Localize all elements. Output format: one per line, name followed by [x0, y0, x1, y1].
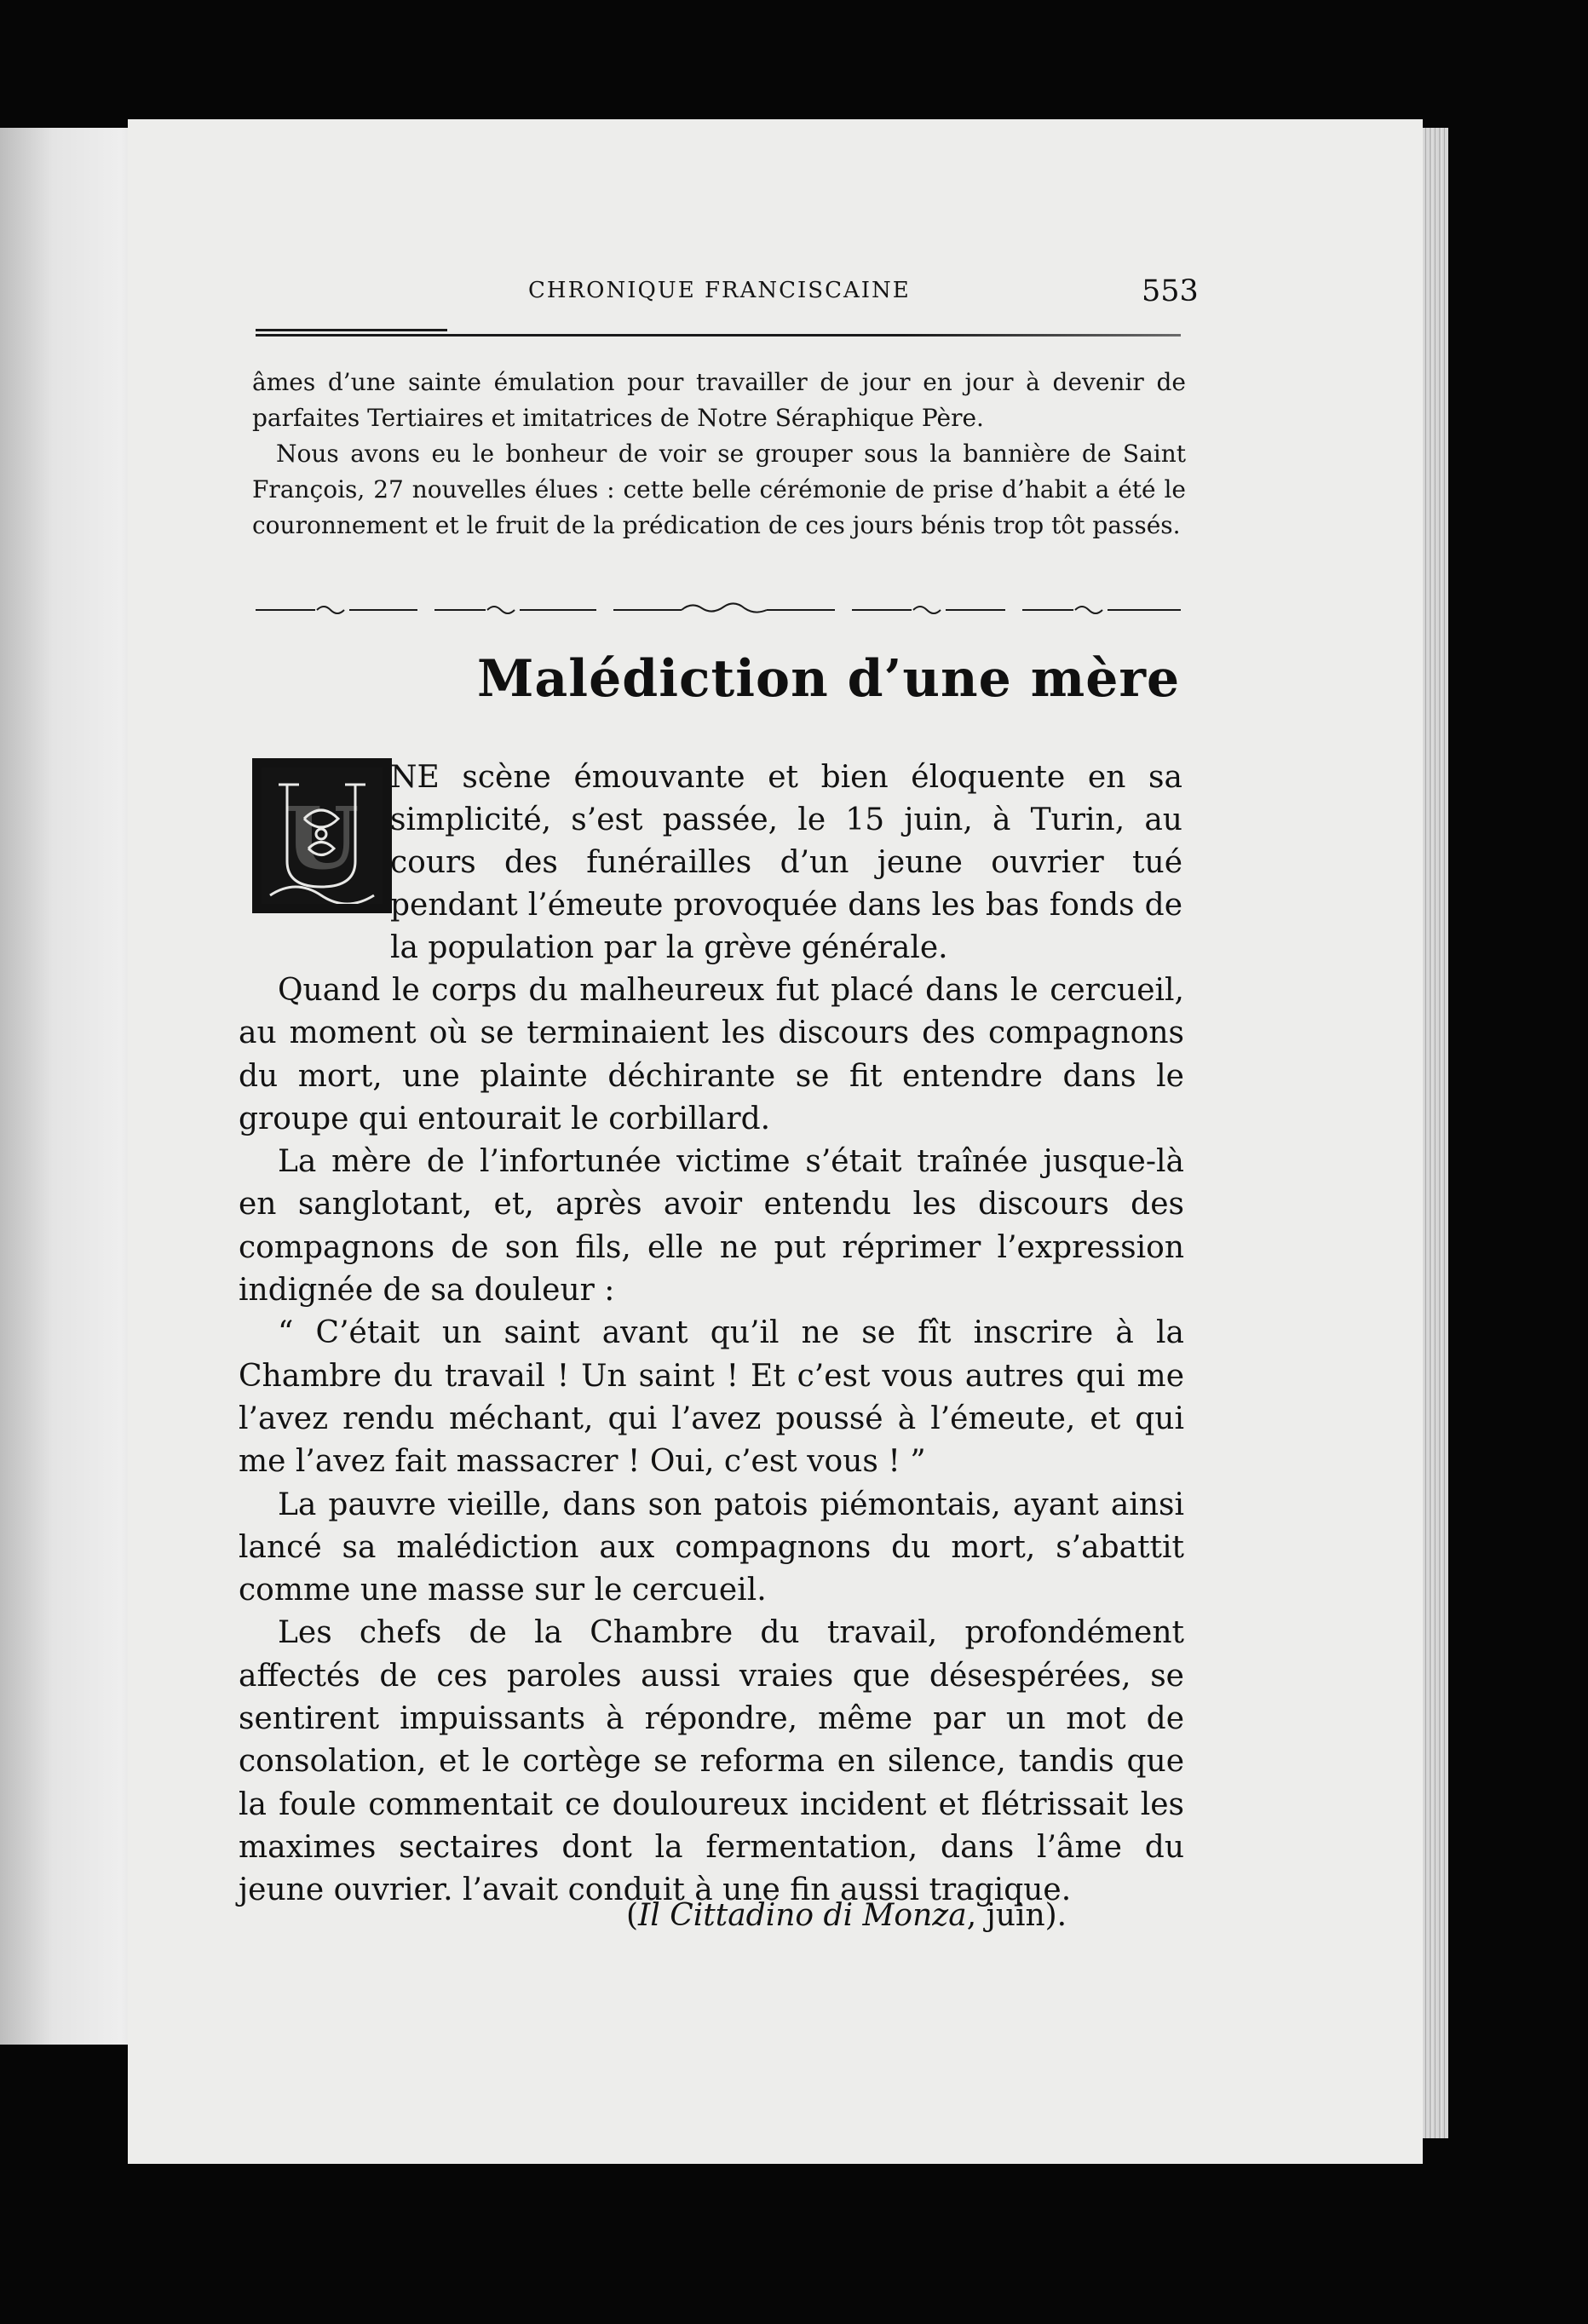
- header-rule: [256, 334, 1181, 337]
- running-head: CHRONIQUE FRANCISCAINE: [528, 278, 911, 303]
- paragraph: Les chefs de la Chambre du travail, profondément affectés de ces paroles aussi vraies que désespérées, se sentirent impuissants à répondre, même par un mot de consolation, et le cortège se reforma en silence, tandis que la foule commentait ce douloureux incident et flétrissait les maximes sectaires dont la fermentation, dans l’âme du jeune ouvrier. l’avait conduit à une fin aussi tragique.: [239, 1615, 1184, 1908]
- header-rule-thick: [256, 329, 447, 331]
- first-word-rest: NE: [390, 760, 440, 795]
- ornamental-drop-cap: [252, 758, 392, 913]
- citation-source: Il Cittadino di Monza: [638, 1898, 967, 1933]
- article-body: [239, 969, 1184, 1913]
- drop-cap-letter: U: [285, 788, 360, 889]
- article-title: Malédiction d’une mère: [477, 649, 1181, 709]
- previous-paragraph-2: Nous avons eu le bonheur de voir se grouper sous la bannière de Saint François, 27 nouvelles élues : cette belle cérémonie de prise d’habit a été le couronnement et le fruit de la prédication de ces jours bénis trop tôt passés.: [252, 440, 1186, 539]
- source-citation: (Il Cittadino di Monza, juin).: [626, 1898, 1067, 1933]
- previous-article-text: [252, 365, 1186, 544]
- first-paragraph: [390, 756, 1182, 969]
- first-paragraph-rest: scène émouvante et bien éloquente en sa simplicité, s’est passée, le 15 juin, à Turin, au cours des funérailles d’un jeune ouvrier tué pendant l’émeute provoquée dans les bas fonds de la population par la grève générale.: [390, 760, 1182, 965]
- drop-cap-ornament-icon: [262, 768, 383, 904]
- page-number: 553: [1142, 274, 1199, 308]
- paragraph: La pauvre vieille, dans son patois piémontais, ayant ainsi lancé sa malédiction aux compagnons du mort, s’abattit comme une masse sur le cercueil.: [239, 1487, 1184, 1608]
- previous-paragraph-1: âmes d’une sainte émulation pour travailler de jour en jour à devenir de parfaites Tertiaires et imitatrices de Notre Séraphique Père.: [252, 368, 1186, 432]
- paragraph: La mère de l’infortunée victime s’était traînée jusque-là en sanglotant, et, après avoir entendu les discours des compagnons de son fils, elle ne put réprimer l’expression indignée de sa douleur :: [239, 1144, 1184, 1309]
- quote-paragraph: “ C’était un saint avant qu’il ne se fît inscrire à la Chambre du travail ! Un saint ! Et c’est vous autres qui me l’avez rendu méchant, qui l’avez poussé à l’émeute, et qui me l’avez fait massacrer ! Oui, c’est vous ! ”: [239, 1315, 1184, 1480]
- section-divider-ornament: [256, 596, 1181, 622]
- paragraph: Quand le corps du malheureux fut placé dans le cercueil, au moment où se terminaient les discours des compagnons du mort, une plainte déchirante se fit entendre dans le groupe qui entourait le corbillard.: [239, 973, 1184, 1136]
